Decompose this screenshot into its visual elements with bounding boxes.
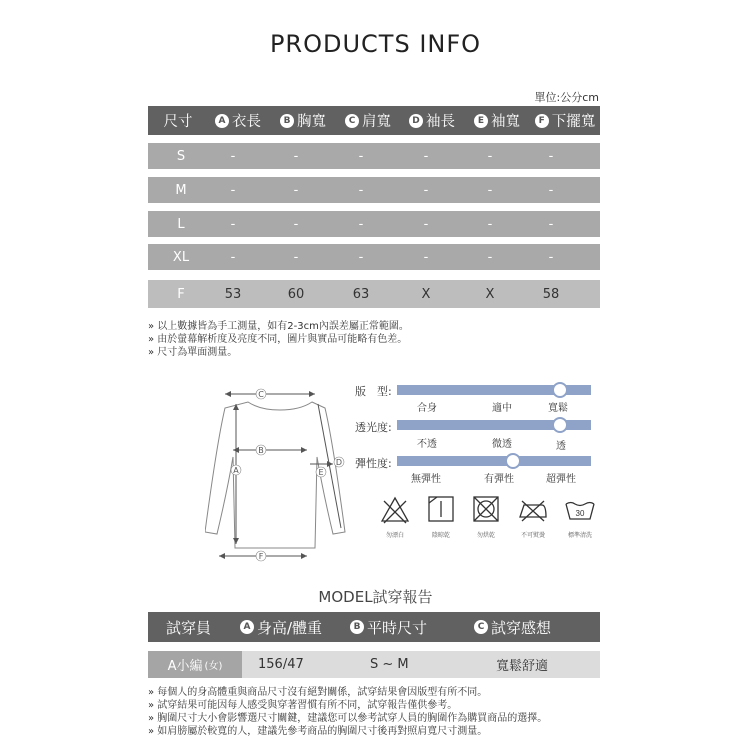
diagram-label-a: A — [233, 466, 239, 475]
badge-c: C — [345, 114, 359, 128]
col-header-shoulder — [338, 106, 398, 135]
height-weight-value: 156/47 — [258, 657, 304, 672]
hang-dry-icon — [427, 495, 455, 523]
unit-label: 單位:公分cm — [534, 91, 599, 104]
value-cell: - — [358, 249, 364, 265]
page-title: PRODUCTS INFO — [269, 30, 482, 58]
care-label: 標準清洗 — [567, 532, 593, 539]
badge-c: C — [474, 620, 488, 634]
size-cell: M — [175, 182, 187, 198]
col-header-label: 身高/體重 — [257, 618, 323, 637]
scale-stretch-knob — [505, 453, 521, 469]
diagram-label-f: F — [258, 552, 264, 561]
col-header-label: 試穿感想 — [491, 618, 552, 637]
scale-stretch-bar — [397, 456, 591, 466]
table-row — [148, 177, 600, 203]
value-cell: - — [487, 216, 493, 232]
model-row — [148, 651, 600, 678]
col-header-feeling — [474, 612, 594, 642]
value-cell: 63 — [352, 286, 370, 302]
arrow-icon — [225, 391, 231, 397]
scale-option: 無彈性 — [411, 474, 441, 485]
scale-option: 超彈性 — [546, 474, 576, 485]
arrow-icon — [301, 553, 307, 559]
size-cell: F — [177, 286, 185, 302]
value-cell: - — [230, 182, 236, 198]
badge-a: A — [215, 114, 229, 128]
care-label: 不可熨燙 — [520, 532, 546, 539]
note-line: » 每個人的身高體重與商品尺寸沒有絕對關係，試穿結果會因版型有所不同。 — [148, 687, 488, 698]
tester-gender: (女) — [204, 661, 223, 672]
value-cell: - — [293, 182, 299, 198]
arrow-icon — [309, 391, 315, 397]
scale-fit-knob — [552, 382, 568, 398]
scale-option: 不透 — [417, 439, 437, 450]
measurement-notes — [148, 320, 409, 359]
badge-b: B — [350, 620, 364, 634]
col-header-label: 胸寬 — [297, 114, 326, 130]
tester-name-cell — [148, 651, 242, 678]
care-label: 勿烘乾 — [476, 532, 496, 539]
value-cell: - — [230, 216, 236, 232]
tester-name: A小編 — [167, 659, 203, 674]
value-cell: - — [358, 148, 364, 164]
arrow-icon — [233, 538, 239, 544]
value-cell: - — [358, 216, 364, 232]
value-cell: 60 — [287, 286, 305, 302]
feeling-value: 寬鬆舒適 — [496, 659, 549, 674]
scale-option: 透 — [556, 441, 566, 452]
scale-stretch-label: 彈性度: — [355, 457, 392, 470]
col-header-height-weight — [240, 612, 360, 642]
tester-header: 試穿員 — [166, 618, 212, 637]
badge-f: F — [535, 114, 549, 128]
table-row — [148, 244, 600, 270]
value-cell: - — [358, 182, 364, 198]
usual-size-value: S ~ M — [370, 657, 409, 672]
col-header-label: 下擺寬 — [551, 114, 596, 130]
care-label: 勿漂白 — [385, 532, 405, 539]
note-line: » 胸圍尺寸大小會影響選尺寸關鍵，建議您可以參考試穿人員的胸圍作為購買商品的選擇。 — [148, 713, 548, 724]
col-header-length — [208, 106, 268, 135]
value-cell: - — [293, 249, 299, 265]
table-row — [148, 143, 600, 169]
value-cell: 58 — [542, 286, 560, 302]
note-line: » 試穿結果可能因每人感受與穿著習慣有所不同，試穿報告僅供參考。 — [148, 700, 458, 711]
value-cell: - — [548, 249, 554, 265]
no-iron-icon — [516, 497, 550, 523]
no-bleach-icon — [380, 495, 410, 525]
col-header-hem-width — [530, 106, 600, 135]
diagram-label-d: D — [335, 458, 343, 467]
note-line: » 由於螢幕解析度及亮度不同，圖片與實品可能略有色差。 — [148, 334, 408, 345]
value-cell: 53 — [224, 286, 242, 302]
scale-option: 合身 — [417, 403, 437, 414]
scale-option: 適中 — [492, 403, 512, 414]
size-header-label: 尺寸 — [163, 114, 193, 130]
col-header-chest — [273, 106, 333, 135]
value-cell: - — [423, 182, 429, 198]
diagram-label-e: E — [318, 468, 324, 477]
table-row — [148, 280, 600, 308]
value-cell: - — [487, 148, 493, 164]
value-cell: - — [423, 249, 429, 265]
badge-b: B — [280, 114, 294, 128]
arrow-icon — [301, 447, 307, 453]
scale-option: 微透 — [492, 439, 512, 450]
scale-option: 寬鬆 — [548, 403, 568, 414]
col-header-label: 袖長 — [426, 114, 455, 130]
value-cell: - — [293, 216, 299, 232]
value-cell: - — [230, 249, 236, 265]
size-cell: L — [177, 216, 185, 232]
value-cell: - — [293, 148, 299, 164]
value-cell: X — [485, 286, 495, 302]
col-header-sleeve-width — [467, 106, 527, 135]
table-row — [148, 211, 600, 237]
value-cell: - — [230, 148, 236, 164]
scale-opacity-label: 透光度: — [355, 421, 392, 434]
wash-temp: 30 — [575, 509, 585, 518]
note-line: » 如肩膀屬於較寬的人，建議先參考商品的胸圍尺寸後再對照肩寬尺寸測量。 — [148, 726, 488, 737]
col-header-label: 衣長 — [232, 114, 261, 130]
model-notes — [148, 686, 547, 738]
col-header-usual-size — [350, 612, 470, 642]
size-cell: XL — [172, 249, 190, 265]
scale-option: 有彈性 — [484, 474, 514, 485]
model-title: MODEL試穿報告 — [318, 588, 433, 606]
value-cell: - — [423, 148, 429, 164]
value-cell: - — [548, 182, 554, 198]
size-table-header — [148, 106, 600, 135]
badge-d: D — [409, 114, 423, 128]
arrow-icon — [219, 553, 225, 559]
scale-fit-label: 版 型: — [355, 385, 392, 398]
size-cell: S — [176, 148, 186, 164]
value-cell: - — [487, 249, 493, 265]
col-header-label: 肩寬 — [362, 114, 391, 130]
scale-opacity-knob — [552, 417, 568, 433]
value-cell: - — [487, 182, 493, 198]
value-cell: X — [421, 286, 431, 302]
col-header-sleeve-length — [402, 106, 462, 135]
badge-e: E — [474, 114, 488, 128]
diagram-label-b: B — [258, 446, 264, 455]
model-table-header — [148, 612, 600, 642]
value-cell: - — [423, 216, 429, 232]
no-tumble-dry-icon — [472, 495, 500, 523]
note-line: » 尺寸為單面測量。 — [148, 347, 238, 358]
note-line: » 以上數據皆為手工測量，如有2-3cm內誤差屬正常範圍。 — [148, 321, 409, 332]
care-label: 陰晾乾 — [431, 532, 451, 539]
col-header-label: 袖寬 — [491, 114, 520, 130]
wash-30-icon — [563, 498, 597, 522]
value-cell: - — [548, 216, 554, 232]
col-header-label: 平時尺寸 — [367, 618, 428, 637]
value-cell: - — [548, 148, 554, 164]
badge-a: A — [240, 620, 254, 634]
garment-diagram — [205, 382, 355, 562]
diagram-label-c: C — [258, 390, 264, 399]
